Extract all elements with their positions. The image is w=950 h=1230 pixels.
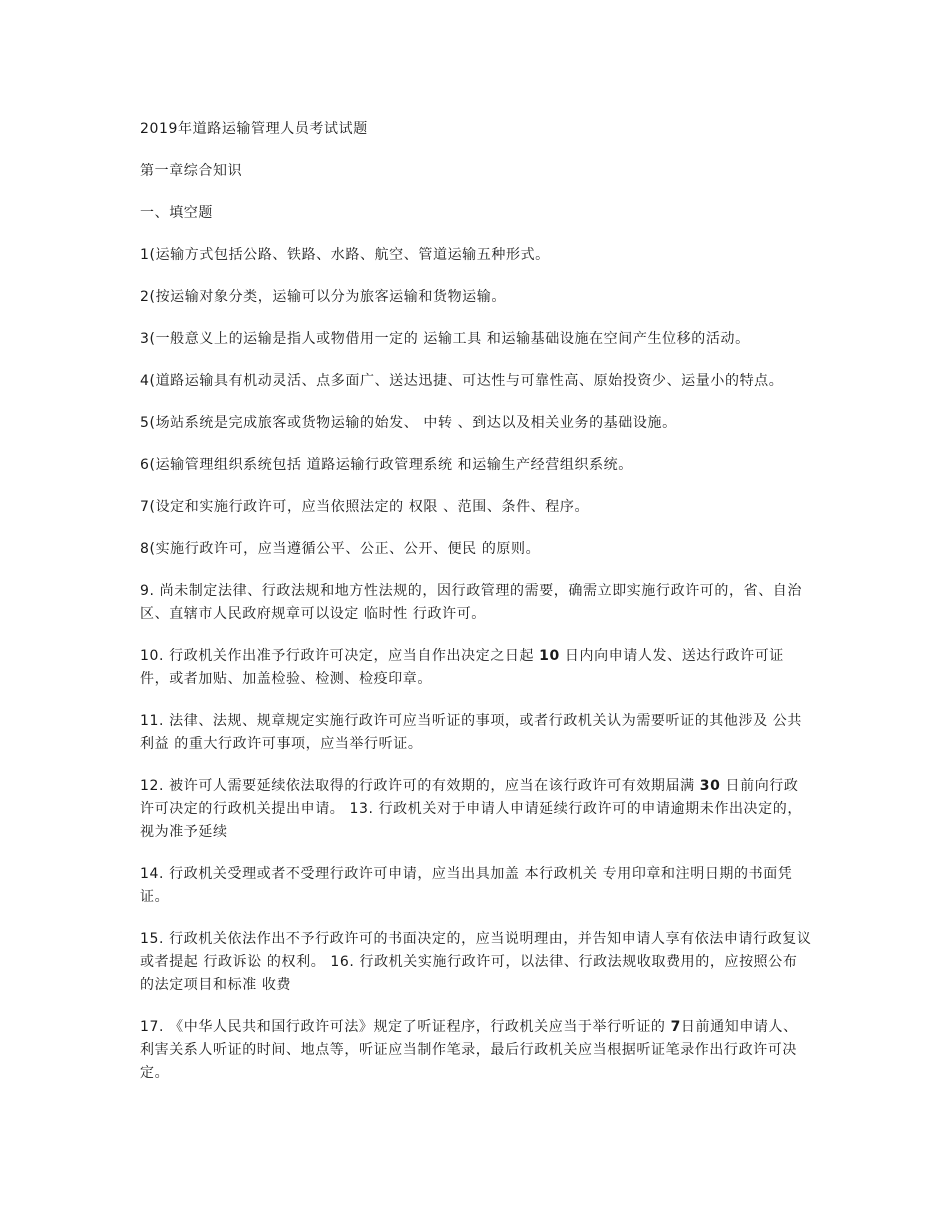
question-8: 8(实施行政许可，应当遵循公平、公正、公开、便民 的原则。 — [140, 541, 541, 557]
question-12: 12. 被许可人需要延续依法取得的行政许可的有效期的，应当在该行政许可有效期届满 30 日前向行政许可决定的行政机关提出申请。 13. 行政机关对于申请人申请延续行政许可的申请逾期未作出决定的，视为准予延续 — [140, 778, 802, 840]
question-11: 11. 法律、法规、规章规定实施行政许可应当听证的事项，或者行政机关认为需要听证的其他涉及 公共利益 的重大行政许可事项，应当举行听证。 — [140, 713, 802, 752]
question-7: 7(设定和实施行政许可，应当依照法定的 权限 、范围、条件、程序。 — [140, 499, 590, 515]
question-1: 1(运输方式包括公路、铁路、水路、航空、管道运输五种形式。 — [140, 247, 550, 263]
section-heading: 一、填空题 — [140, 205, 213, 221]
answer-bold: 30 — [699, 778, 721, 794]
chapter-heading: 第一章综合知识 — [140, 163, 243, 179]
question-5: 5(场站系统是完成旅客或货物运输的始发、 中转 、到达以及相关业务的基础设施。 — [140, 415, 677, 431]
question-2: 2(按运输对象分类，运输可以分为旅客运输和货物运输。 — [140, 289, 506, 305]
question-4: 4(道路运输具有机动灵活、点多面广、送达迅捷、可达性与可靠性高、原始投资少、运量小的特点。 — [140, 373, 784, 389]
answer-bold: 7 — [670, 1019, 681, 1035]
document-body — [140, 118, 812, 1104]
question-10: 10. 行政机关作出准予行政许可决定，应当自作出决定之日起 10 日内向申请人发、送达行政许可证件，或者加贴、加盖检验、检测、检疫印章。 — [140, 648, 784, 687]
question-15: 15. 行政机关依法作出不予行政许可的书面决定的，应当说明理由，并告知申请人享有依法申请行政复议或者提起 行政诉讼 的权利。 16. 行政机关实施行政许可，以法律、行政法规收取费用的，应按照公布的法定项目和标准 收费 — [140, 931, 812, 993]
question-9: 9. 尚未制定法律、行政法规和地方性法规的，因行政管理的需要，确需立即实施行政许可的，省、自治区、直辖市人民政府规章可以设定 临时性 行政许可。 — [140, 583, 803, 622]
document-title: 2019年道路运输管理人员考试试题 — [140, 121, 368, 137]
answer-bold: 10 — [539, 648, 560, 664]
question-6: 6(运输管理组织系统包括 道路运输行政管理系统 和运输生产经营组织系统。 — [140, 457, 633, 473]
question-17: 17. 《中华人民共和国行政许可法》规定了听证程序，行政机关应当于举行听证的 7日前通知申请人、利害关系人听证的时间、地点等，听证应当制作笔录，最后行政机关应当根据听证笔录作出行政许可决定。 — [140, 1019, 798, 1081]
question-14: 14. 行政机关受理或者不受理行政许可申请，应当出具加盖 本行政机关 专用印章和注明日期的书面凭证。 — [140, 866, 793, 905]
question-3: 3(一般意义上的运输是指人或物借用一定的 运输工具 和运输基础设施在空间产生位移的活动。 — [140, 331, 750, 347]
